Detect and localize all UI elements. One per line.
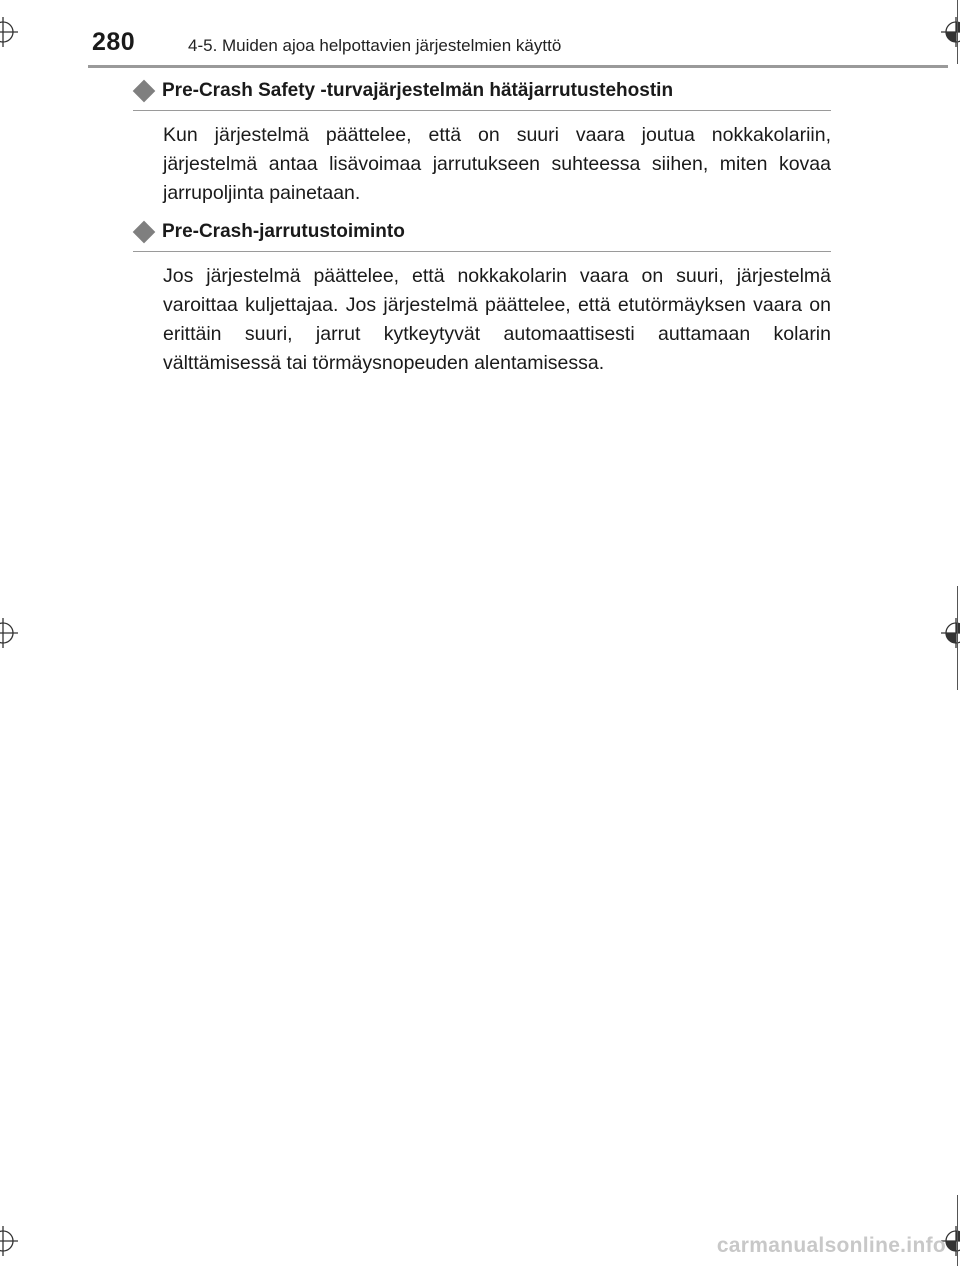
diamond-bullet-icon <box>133 221 156 244</box>
section-body-text: Kun järjestelmä päättelee, että on suuri vaara joutua nokkakolariin, järjestelmä antaa lisävoimaa jarrutukseen suhteessa siihen, miten kovaa jarrupoljinta painetaan. <box>163 124 831 204</box>
trim-line <box>957 0 958 64</box>
section-heading-text: Pre-Crash-jarrutustoiminto <box>162 221 405 242</box>
section-heading <box>133 219 831 252</box>
registration-crosshair-icon <box>0 618 18 648</box>
header-rule <box>88 65 948 68</box>
diamond-bullet-icon <box>133 80 156 103</box>
registration-crosshair-icon <box>0 1226 18 1256</box>
section-pre-crash-braking <box>133 219 831 378</box>
page-number: 280 <box>92 28 136 56</box>
section-heading <box>133 78 831 111</box>
chapter-title: 4-5. Muiden ajoa helpottavien järjestelmien käyttö <box>188 36 562 55</box>
section-body-text: Jos järjestelmä päättelee, että nokkakolarin vaara on suuri, järjestelmä varoittaa kuljettajaa. Jos järjestelmä päättelee, että etutörmäyksen vaara on erittäin suuri, jarrut kytkeytyvät automaattisesti auttamaan kolarin välttämisessä tai törmäysnopeuden alentamisessa. <box>163 265 831 374</box>
watermark-text: carmanualsonline.info <box>716 1234 946 1257</box>
trim-line <box>957 1195 958 1266</box>
section-heading-text: Pre-Crash Safety -turvajärjestelmän hätäjarrutustehostin <box>162 80 674 101</box>
registration-crosshair-icon <box>0 17 18 47</box>
trim-line <box>957 586 958 690</box>
section-brake-assist <box>133 78 831 208</box>
